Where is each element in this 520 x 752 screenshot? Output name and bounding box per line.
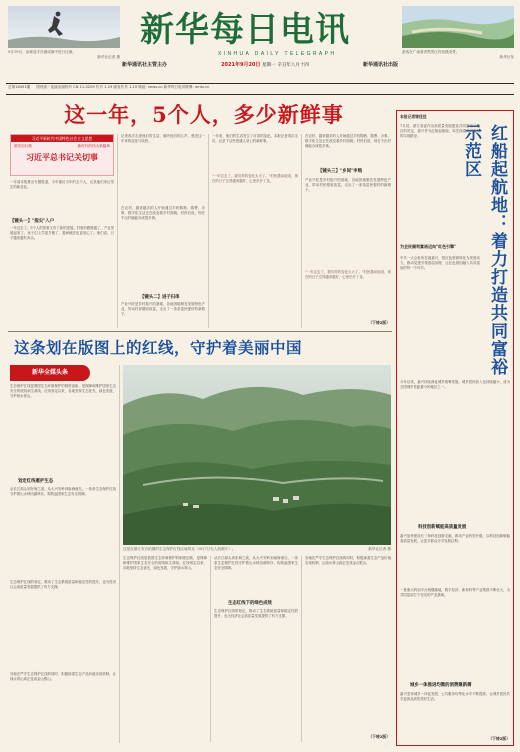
banner-left-text: 照亮前行路 — [14, 144, 32, 148]
lead-body-7: 在农村，越来越多的人开始通过手机购物、缴费、办事，数字化生活正在改变着乡村面貌。村民们说，现在不出村就能办成很多事。 — [305, 134, 391, 149]
top-right-teaser[interactable] — [402, 6, 514, 80]
right-body-4: 一批重大科创平台相继落地，数字经济、新材料等产业集群不断壮大，为共同富裕打下坚实的产业基础。 — [400, 588, 510, 598]
lead-subhead-1: 【镜头一】"指尖"入户 — [10, 219, 55, 224]
right-subhead-2: 科技创新赋能高质量发展 — [418, 525, 467, 530]
right-body-1: 中共一大会址所在地嘉兴，把红色资源转化为发展动力，推动党建引领基层治理，让红色基因融入共同富裕的每一个环节。 — [400, 256, 480, 271]
right-column-headline[interactable]: 红船起航地：着力打造共同富裕示范区 — [461, 124, 507, 376]
feature-photo-source: 新华社记者 摄 — [368, 547, 391, 551]
lead-subhead-3: 【镜头三】"乡间"申购 — [318, 169, 363, 174]
publisher-line: 新华通讯社主管主办 — [122, 62, 168, 68]
lead-headline[interactable]: 这一年，5个人，多少新鲜事 — [64, 102, 344, 127]
right-body-2: 今年以来，嘉兴持续深化城乡统筹发展，城乡居民收入比持续缩小，成为全国城乡差距最小的地区之一。 — [400, 380, 510, 390]
masthead-title: 新华每日电讯 — [140, 10, 350, 50]
lead-continued[interactable]: （下转2版） — [368, 320, 390, 325]
feature-body-5: 生态保护红线是我国生态环境保护的制度创新，是保障和维护国家生态安全的底线和生命线。红线划定以来，各地坚持生态优先、绿色发展，守护绿水青山。 — [123, 556, 207, 571]
issue-number: 总第16491期 — [8, 85, 31, 89]
lead-body-5: 一年来，他们的生活发生了可喜的变化。本报记者再次走访，记录下这些普通人身上的新鲜事。 — [212, 134, 298, 144]
right-column-byline: 本报记者谢佳佳 — [400, 114, 427, 119]
teaser-caption-right: 游客在广南普者黑景区内拍摄美景。 — [402, 50, 460, 54]
feature-kicker-text: 新华全媒头条 — [31, 369, 68, 376]
right-body-3: 嘉兴加快建设长三角科技创新走廊，推动产业转型升级，以科技创新赋能高质量发展，让更多群众分享发展红利。 — [400, 534, 510, 544]
lead-body-1: 一年过去了，5个人的故事又有了新的进展。村里的路修通了，产业发展起来了，孩子们上学更方便了，看病就医也更省心了。他们说，日子越来越有奔头。 — [10, 226, 114, 241]
feature-body-2: 从长江源头到东海之滨，从大兴安岭到南海诸岛，一条条生态保护红线守护着山水林田湖草沙，构筑起国家生态安全屏障。 — [10, 487, 116, 497]
lead-body-4: 产业兴旺是乡村振兴的基础，各地因地制宜发展特色产业，带动村民增收致富，走出了一条条富民强村的新路子。 — [121, 302, 205, 317]
feature-subhead-1: 划定红线惠护生态 — [18, 479, 54, 484]
banner-column-title: 习近平总书记关切事 — [26, 153, 98, 162]
feature-kicker — [10, 365, 90, 381]
feature-continued[interactable]: （下转2版） — [368, 734, 390, 739]
lead-body-6: "一年过去了，我们村的变化太大了。"村民激动地说，现在的日子过得越来越好，心里乐开了花。 — [212, 174, 298, 184]
lead-body-3: 在农村，越来越多的人开始通过手机购物、缴费、办事，数字化生活正在改变着乡村面貌。村民们说，现在不出村就能办成很多事。 — [121, 206, 205, 221]
feature-body-7: 生态保护红线的划定，推动了生态系统质量和稳定性的提升，也为经济社会高质量发展提供了有力支撑。 — [214, 609, 298, 619]
lunar-date: 辛丑年八月十四 — [277, 63, 309, 68]
feature-body-1: 生态保护红线是我国生态环境保护的制度创新，是保障和维护国家生态安全的底线和生命线。红线划定以来，各地坚持生态优先、绿色发展，守护绿水青山。 — [10, 384, 116, 399]
lead-subhead-2: 【镜头二】进子扫串 — [140, 295, 180, 300]
feature-photo-caption: 这是在浙江安吉拍摄的生态保护红线区域风光（9月7日无人机照片）。 — [123, 547, 236, 551]
feature-body-6: 从长江源头到东海之滨，从大兴安岭到南海诸岛，一条条生态保护红线守护着山水林田湖草沙，构筑起国家生态安全屏障。 — [214, 556, 298, 571]
issue-weekday: 星期一 — [262, 63, 276, 68]
feature-body-3: 生态保护红线的划定，推动了生态系统质量和稳定性的提升，也为经济社会高质量发展提供了有力支撑。 — [10, 580, 116, 590]
right-subhead-1: 为全民福利富裕迈向"红色引擎" — [400, 244, 457, 249]
feature-body-8: 各地在严守生态保护红线的同时，积极探索生态产品价值实现机制，让绿水青山真正变成金山银山。 — [305, 556, 391, 566]
top-left-teaser[interactable] — [8, 6, 120, 80]
teaser-caption-left: 9月19日，参赛选手在测试赛中进行比赛。 — [8, 50, 76, 54]
teaser-source-right: 新华社发 — [499, 55, 514, 59]
right-body-5: 嘉兴坚持城乡一体化发展，公共服务均等化水平不断提高，让城乡居民共享更高品质的美好生活。 — [400, 692, 510, 702]
masthead — [122, 6, 398, 80]
lead-intro: 一年前本报推出专题报道，今年重访当年的五个人，记录他们身边发生的新变化。 — [10, 180, 114, 190]
feature-headline[interactable]: 这条划在版图上的红线，守护着美丽中国 — [14, 338, 303, 357]
right-lead-text: 7月初，浙江省委作出高质量发展建设共同富裕示范区的决定，嘉兴作为红船起航地，率先探索共同富裕的实现路径。 — [400, 124, 480, 139]
right-subhead-3: 城乡一体推进均衡的消费聚新需 — [410, 683, 472, 688]
teaser-source-left: 新华社记者 摄 — [97, 55, 120, 59]
banner-top-text: 习近平新时代中国特色社会主义思想 — [11, 135, 113, 142]
teaser-photo-left — [8, 6, 120, 48]
lead-body-8: 产业兴旺是乡村振兴的基础，各地因地制宜发展特色产业，带动村民增收致富，走出了一条条富民强村的新路子。 — [305, 178, 391, 193]
feature-photo — [123, 365, 391, 545]
issue-date: 2021年9月20日 — [221, 62, 261, 68]
teaser-photo-right — [402, 6, 514, 48]
feature-body-4: 各地在严守生态保护红线的同时，积极探索生态产品价值实现机制，让绿水青山真正变成金山银山。 — [10, 672, 116, 682]
right-continued[interactable]: （下转2版） — [488, 736, 510, 741]
banner-right-text: 新时代的伟大新篇章 — [77, 144, 110, 148]
lead-body-2: 记者再次走进他们的生活，倾听他们的心声，感受这一年来的变化与收获。 — [121, 134, 205, 144]
lead-body-9: "一年过去了，我们村的变化太大了。"村民激动地说，现在的日子过得越来越好，心里乐开了花。 — [305, 270, 391, 280]
column-banner — [10, 134, 114, 176]
masthead-pinyin: XINHUA DAILY TELEGRAPH — [218, 51, 337, 57]
publisher-label: 新华通讯社出版 — [362, 62, 398, 68]
info-bar — [8, 85, 514, 93]
info-line: 国内统一连续出版物号 CN 11-0209 代号 1-19 邮发代号 1-19 网址: news.cn 新华每日电讯微博: mrdx.cn — [36, 85, 210, 89]
feature-subhead-2: 生态红线下的绿色成效 — [228, 601, 272, 606]
